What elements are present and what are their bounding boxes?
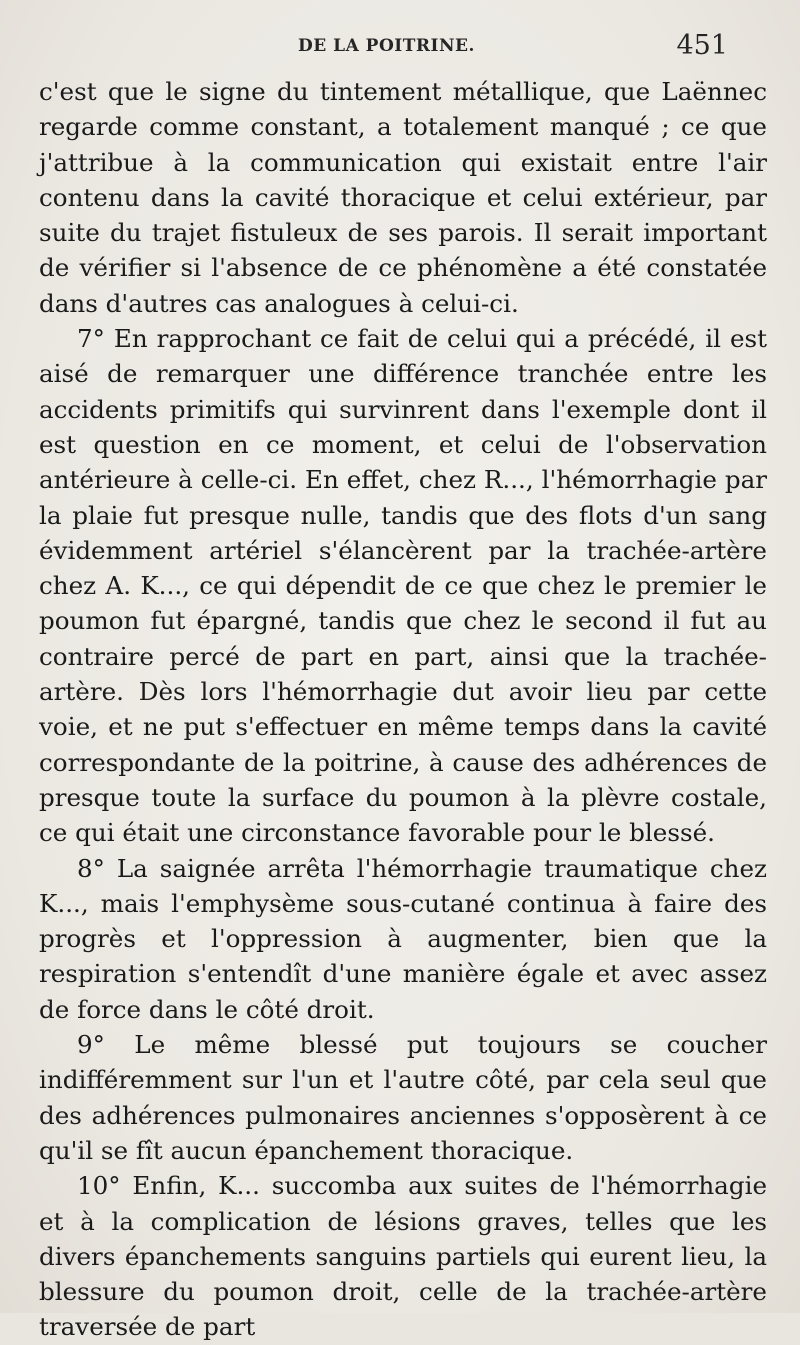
page-header xyxy=(0,30,800,70)
paragraph-continuation: c'est que le signe du tintement métallique, que Laënnec regarde comme constant, a totalement manqué ; ce que j'attribue à la communication qui existait entre l'air contenu dans la cavité thoracique et celui extérieur, par suite du trajet fistuleux de ses parois. Il serait important de vérifier si l'absence de ce phénomène a été constatée dans d'autres cas analogues à celui-ci. xyxy=(39,77,767,318)
paragraph-point-8: 8° La saignée arrêta l'hémorrhagie traumatique chez K..., mais l'emphysème sous-cutané continua à faire des progrès et l'oppression à augmenter, bien que la respiration s'entendît d'une manière égale et avec assez de force dans le côté droit. xyxy=(39,853,767,1024)
paragraph-point-9: 9° Le même blessé put toujours se coucher indifféremment sur l'un et l'autre côté, par cela seul que des adhérences pulmonaires anciennes s'opposèrent à ce qu'il se fît aucun épanchement thoracique. xyxy=(39,1030,767,1165)
paragraph-point-10: 10° Enfin, K... succomba aux suites de l'hémorrhagie et à la complication de lésions graves, telles que les divers épanchements sanguins partiels qui eurent lieu, la blessure du poumon droit, celle de la trachée-artère traversée de part xyxy=(39,1171,767,1342)
running-title: DE LA POITRINE. xyxy=(298,36,475,56)
page-number: 451 xyxy=(676,30,728,61)
paragraph-point-7: 7° En rapprochant ce fait de celui qui a précédé, il est aisé de remarquer une différence tranchée entre les accidents primitifs qui survinrent dans l'exemple dont il est question en ce moment, et celui de l'observation antérieure à celle-ci. En effet, chez R..., l'hémorrhagie par la plaie fut presque nulle, tandis que des flots d'un sang évidemment artériel s'élancèrent par la trachée-artère chez A. K..., ce qui dépendit de ce que chez le premier le poumon fut épargné, tandis que chez le second il fut au contraire percé de part en part, ainsi que la trachée-artère. Dès lors l'hémorrhagie dut avoir lieu par cette voie, et ne put s'effectuer en même temps dans la cavité correspondante de la poitrine, à cause des adhérences de presque toute la surface du poumon à la plèvre costale, ce qui était une circonstance favorable pour le blessé. xyxy=(39,324,767,848)
body-text xyxy=(39,74,767,1345)
